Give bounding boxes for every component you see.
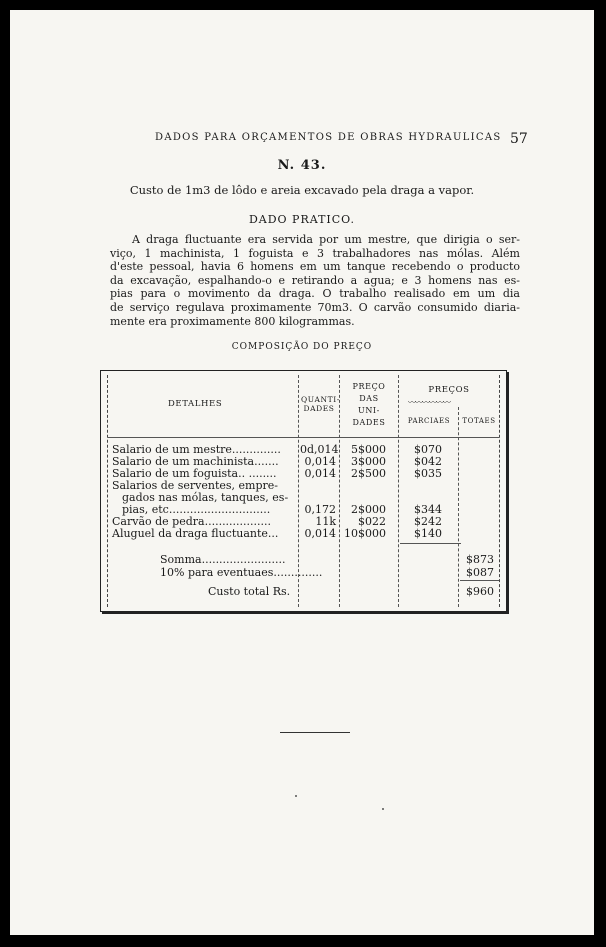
table-row-detail: Salarios de serventes, empre- [112, 479, 279, 492]
somma-total: $873 [466, 553, 494, 566]
wavy-rule: 〰〰〰〰〰〰 [408, 398, 450, 407]
table-row-partial: $042 [414, 455, 442, 468]
speck [382, 808, 384, 810]
header-quantidades-line: QUANTI- [301, 395, 340, 404]
table-row-partial: $035 [414, 467, 442, 480]
somma-label: Somma........................ [160, 553, 286, 566]
table-row-detail: Carvão de pedra................... [112, 515, 272, 528]
table-row-detail: Aluguel da draga fluctuante... [112, 527, 279, 540]
table-row-unit: 2$000 [351, 503, 386, 516]
table-row-detail: Salario de um foguista.. ........ [112, 467, 277, 480]
column-rule [339, 375, 340, 607]
paragraph-line: pias para o movimento da draga. O trabalho realisado em um dia [110, 287, 520, 301]
header-preco-unidades [342, 381, 396, 429]
header-rule [108, 437, 499, 438]
running-header: DADOS PARA ORÇAMENTOS DE OBRAS HYDRAULICAS [155, 132, 502, 143]
table-row-qty: 0,014 [304, 527, 336, 540]
header-preco-line: PREÇO [352, 382, 386, 391]
total-rule [460, 580, 499, 581]
document-page [10, 10, 594, 935]
table-row-partial: $344 [414, 503, 442, 516]
table-row-qty: 0,014 [304, 467, 336, 480]
speck [295, 795, 297, 797]
header-quantidades [301, 395, 340, 413]
header-totaes: TOTAES [462, 417, 496, 425]
custo-label: Custo total Rs. [208, 585, 291, 598]
table-row-qty: 0,172 [304, 503, 336, 516]
page-number: 57 [510, 131, 528, 147]
paragraph-line: da excavação, espalhando-o e retirando a agua; e 3 homens nas es- [110, 273, 520, 287]
eventuaes-total: $087 [466, 566, 494, 579]
header-preco-line: DADES [352, 418, 386, 427]
end-rule [280, 732, 350, 733]
table-row-detail: Salario de um mestre.............. [112, 443, 281, 456]
eventuaes-label: 10% para eventuaes.............. [160, 566, 323, 579]
body-paragraph [110, 233, 520, 328]
header-preco-line: DAS [359, 394, 379, 403]
table-row-partial: $140 [414, 527, 442, 540]
paragraph-line: mente era proximamente 800 kilogrammas. [110, 314, 355, 328]
paragraph-line: d'este pessoal, havia 6 homens em um tanque recebendo o producto [110, 260, 520, 274]
paragraph-line: viço, 1 machinista, 1 foguista e 3 trabalhadores nas mólas. Além [110, 246, 520, 260]
table-row-unit: 10$000 [344, 527, 386, 540]
table-row-partial: $242 [414, 515, 442, 528]
section-title: DADO PRATICO. [248, 213, 356, 226]
paragraph-line: de serviço regulava proximamente 70m3. O carvão consumido diaria- [110, 300, 520, 314]
table-row-unit: $022 [358, 515, 386, 528]
table-row-partial: $070 [414, 443, 442, 456]
subtotal-rule [400, 543, 461, 544]
table-row-detail: Salario de um machinista....... [112, 455, 279, 468]
subtitle: Custo de 1m3 de lôdo e areia excavado pela draga a vapor. [129, 183, 475, 197]
table-row-detail: pias, etc............................. [122, 503, 271, 516]
custo-total: $960 [466, 585, 494, 598]
table-row-unit: 3$000 [351, 455, 386, 468]
table-row-qty: 0d,014 [300, 443, 339, 456]
header-precos: PREÇOS [428, 385, 470, 395]
table-row-qty: 11k [315, 515, 336, 528]
column-rule [398, 375, 399, 607]
composition-title: COMPOSIÇÃO DO PREÇO [231, 342, 373, 352]
table-inner [107, 375, 500, 607]
table-row-detail: gados nas mólas, tanques, es- [122, 491, 289, 504]
section-number: N. 43. [277, 158, 327, 173]
table-row-unit: 2$500 [351, 467, 386, 480]
table-row-qty: 0,014 [304, 455, 336, 468]
header-preco-line: UNI- [357, 406, 380, 415]
header-parciaes: PARCIAES [407, 417, 451, 425]
table-row-unit: 5$000 [351, 443, 386, 456]
price-table [100, 370, 507, 612]
header-detalhes: DETALHES [168, 399, 223, 409]
header-quantidades-line: DADES [303, 404, 335, 413]
paragraph-line: A draga fluctuante era servida por um mestre, que dirigia o ser- [132, 233, 520, 246]
